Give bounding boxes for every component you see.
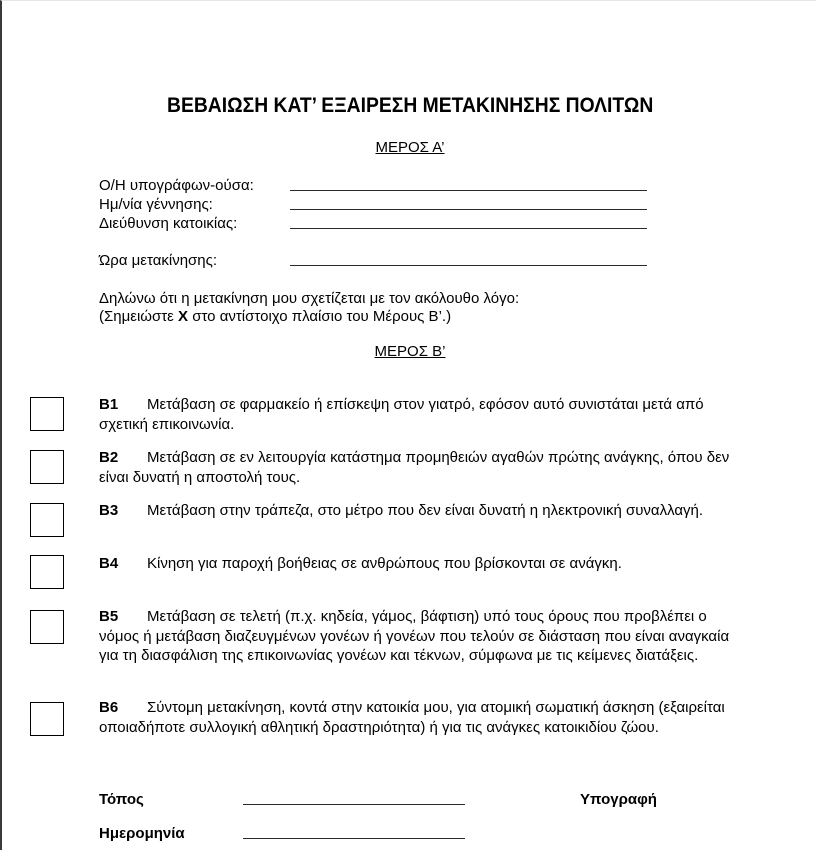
place-label: Τόπος — [99, 791, 144, 808]
signer-name-label: Ο/Η υπογράφων-ούσα: — [99, 177, 254, 194]
date-label: Ημερομηνία — [99, 825, 185, 842]
x-mark: X — [178, 307, 189, 325]
part-b-heading: ΜΕΡΟΣ Β’ — [374, 343, 446, 360]
option-b3 — [99, 501, 739, 521]
document-title: ΒΕΒΑΙΩΣΗ ΚΑΤ’ ΕΞΑΙΡΕΣΗ ΜΕΤΑΚΙΝΗΣΗΣ ΠΟΛΙΤΩΝ — [167, 94, 654, 117]
checkbox-b4[interactable] — [30, 555, 64, 589]
option-code: B4 — [99, 555, 119, 572]
option-code: B5 — [99, 608, 119, 625]
checkbox-b1[interactable] — [30, 397, 64, 431]
option-b2 — [99, 448, 739, 487]
departure-time-field[interactable] — [290, 265, 647, 266]
place-field[interactable] — [243, 804, 465, 805]
birth-date-label: Ημ/νία γέννησης: — [99, 196, 213, 213]
checkbox-b3[interactable] — [30, 503, 64, 537]
checkbox-b6[interactable] — [30, 702, 64, 736]
option-code: B1 — [99, 396, 119, 413]
option-text: Κίνηση για παροχή βοήθειας σε ανθρώπους που βρίσκονται σε ανάγκη. — [147, 555, 622, 572]
declaration-line-1: Δηλώνω ότι η μετακίνηση μου σχετίζεται με τον ακόλουθο λόγο: — [99, 290, 520, 307]
option-b6 — [99, 698, 739, 737]
signer-name-field[interactable] — [290, 190, 647, 191]
option-text: Μετάβαση σε εν λειτουργία κατάστημα προμηθειών αγαθών πρώτης ανάγκης, όπου δεν είναι δυνατή η αποστολή τους. — [99, 449, 730, 486]
option-code: B2 — [99, 449, 119, 466]
departure-time-label: Ώρα μετακίνησης: — [99, 252, 218, 269]
checkbox-b2[interactable] — [30, 450, 64, 484]
option-b5 — [99, 607, 739, 666]
option-code: B6 — [99, 699, 119, 716]
option-text: Μετάβαση σε τελετή (π.χ. κηδεία, γάμος, βάφτιση) υπό τους όρους που προβλέπει ο νόμος ή μετάβαση διαζευγμένων γονέων ή γονέων που τελούν σε διάσταση που είναι αναγκαία για τη διασφάλιση της επικοινωνίας γονέων και τέκνων, σύμφωνα με τις κείμενες διατάξεις. — [99, 608, 730, 664]
option-text: Μετάβαση στην τράπεζα, στο μέτρο που δεν είναι δυνατή η ηλεκτρονική συναλλαγή. — [147, 502, 704, 519]
option-b1 — [99, 395, 739, 434]
checkbox-b5[interactable] — [30, 610, 64, 644]
option-text: Μετάβαση σε φαρμακείο ή επίσκεψη στον γιατρό, εφόσον αυτό συνιστάται μετά από σχετική επικοινωνία. — [99, 396, 704, 433]
part-a-heading: ΜΕΡΟΣ Α’ — [375, 139, 445, 156]
date-field[interactable] — [243, 838, 465, 839]
option-code: B3 — [99, 502, 119, 519]
option-b4 — [99, 554, 739, 574]
option-text: Σύντομη μετακίνηση, κοντά στην κατοικία μου, για ατομική σωματική άσκηση (εξαιρείται οποιαδήποτε συλλογική αθλητική δραστηριότητα) ή για τις ανάγκες κατοικιδίου ζώου. — [99, 699, 725, 736]
signature-label: Υπογραφή — [580, 791, 657, 808]
declaration-line-2: (Σημειώστε X στο αντίστοιχο πλαίσιο του Μέρους Β’.) — [99, 307, 452, 325]
birth-date-field[interactable] — [290, 209, 647, 210]
address-field[interactable] — [290, 228, 647, 229]
declaration-text — [99, 290, 519, 325]
address-label: Διεύθυνση κατοικίας: — [99, 215, 238, 232]
